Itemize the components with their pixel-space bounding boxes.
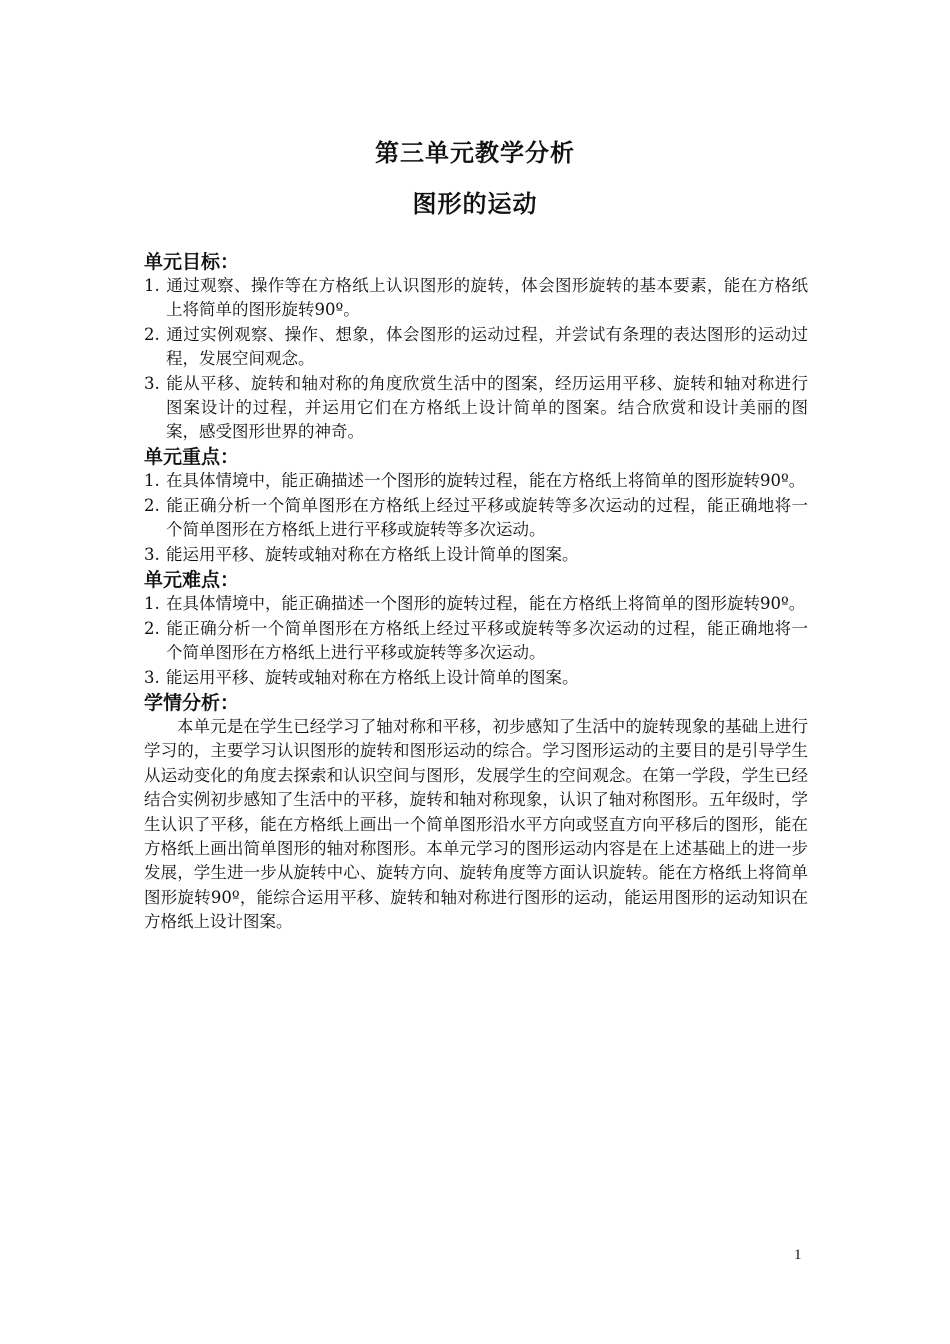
list-item <box>144 592 808 616</box>
item-number: 1. <box>144 276 160 295</box>
section-difficulties <box>144 568 808 690</box>
item-text: 能从平移、旋转和轴对称的角度欣赏生活中的图案，经历运用平移、旋转和轴对称进行图案设计的过程，并运用它们在方格纸上设计简单的图案。结合欣赏和设计美丽的图案，感受图形世界的神奇。 <box>166 374 808 441</box>
section-heading: 学情分析： <box>144 692 240 714</box>
document-title: 第三单元教学分析 <box>375 139 575 167</box>
section-heading: 单元目标： <box>144 251 240 273</box>
item-text: 通过观察、操作等在方格纸上认识图形的旋转，体会图形旋转的基本要素，能在方格纸上将简单的图形旋转90º。 <box>166 276 808 319</box>
analysis-paragraph: 本单元是在学生已经学习了轴对称和平移，初步感知了生活中的旋转现象的基础上进行学习的，主要学习认识图形的旋转和图形运动的综合。学习图形运动的主要目的是引导学生从运动变化的角度去探索和认识空间与图形，发展学生的空间观念。在第一学段，学生已经结合实例初步感知了生活中的平移，旋转和轴对称现象，认识了轴对称图形。五年级时，学生认识了平移，能在方格纸上画出一个简单图形沿水平方向或竖直方向平移后的图形，能在方格纸上画出简单图形的轴对称图形。本单元学习的图形运动内容是在上述基础上的进一步发展，学生进一步从旋转中心、旋转方向、旋转角度等方面认识旋转。能在方格纸上将简单图形旋转90º，能综合运用平移、旋转和轴对称进行图形的运动，能运用图形的运动知识在方格纸上设计图案。 <box>144 717 808 932</box>
goal-list <box>144 274 808 444</box>
item-number: 2. <box>144 325 160 344</box>
item-number: 1. <box>144 594 160 613</box>
difficulty-list <box>144 592 808 690</box>
item-number: 2. <box>144 619 160 638</box>
item-number: 2. <box>144 496 160 515</box>
item-text: 能运用平移、旋转或轴对称在方格纸上设计简单的图案。 <box>166 668 579 687</box>
list-item <box>144 323 808 371</box>
key-point-list <box>144 469 808 567</box>
page-number: 1 <box>794 1247 802 1263</box>
item-text: 能正确分析一个简单图形在方格纸上经过平移或旋转等多次运动的过程，能正确地将一个简单图形在方格纸上进行平移或旋转等多次运动。 <box>166 619 808 662</box>
item-number: 3. <box>144 374 160 393</box>
section-heading: 单元重点： <box>144 446 240 468</box>
list-item <box>144 666 808 690</box>
item-text: 能正确分析一个简单图形在方格纸上经过平移或旋转等多次运动的过程，能正确地将一个简单图形在方格纸上进行平移或旋转等多次运动。 <box>166 496 808 539</box>
item-text: 通过实例观察、操作、想象，体会图形的运动过程，并尝试有条理的表达图形的运动过程，发展空间观念。 <box>166 325 808 368</box>
list-item <box>144 372 808 444</box>
section-student-analysis <box>144 691 808 935</box>
item-number: 3. <box>144 668 160 687</box>
item-number: 1. <box>144 471 160 490</box>
list-item <box>144 617 808 665</box>
item-number: 3. <box>144 545 160 564</box>
list-item <box>144 274 808 322</box>
list-item <box>144 469 808 493</box>
document-subtitle: 图形的运动 <box>412 190 538 218</box>
item-text: 在具体情境中，能正确描述一个图形的旋转过程，能在方格纸上将简单的图形旋转90º。 <box>166 471 806 490</box>
item-text: 在具体情境中，能正确描述一个图形的旋转过程，能在方格纸上将简单的图形旋转90º。 <box>166 594 806 613</box>
section-key-points <box>144 445 808 567</box>
section-heading: 单元难点： <box>144 569 240 591</box>
section-unit-goals <box>144 250 808 444</box>
list-item <box>144 543 808 567</box>
list-item <box>144 494 808 542</box>
document-body <box>144 250 808 935</box>
item-text: 能运用平移、旋转或轴对称在方格纸上设计简单的图案。 <box>166 545 579 564</box>
